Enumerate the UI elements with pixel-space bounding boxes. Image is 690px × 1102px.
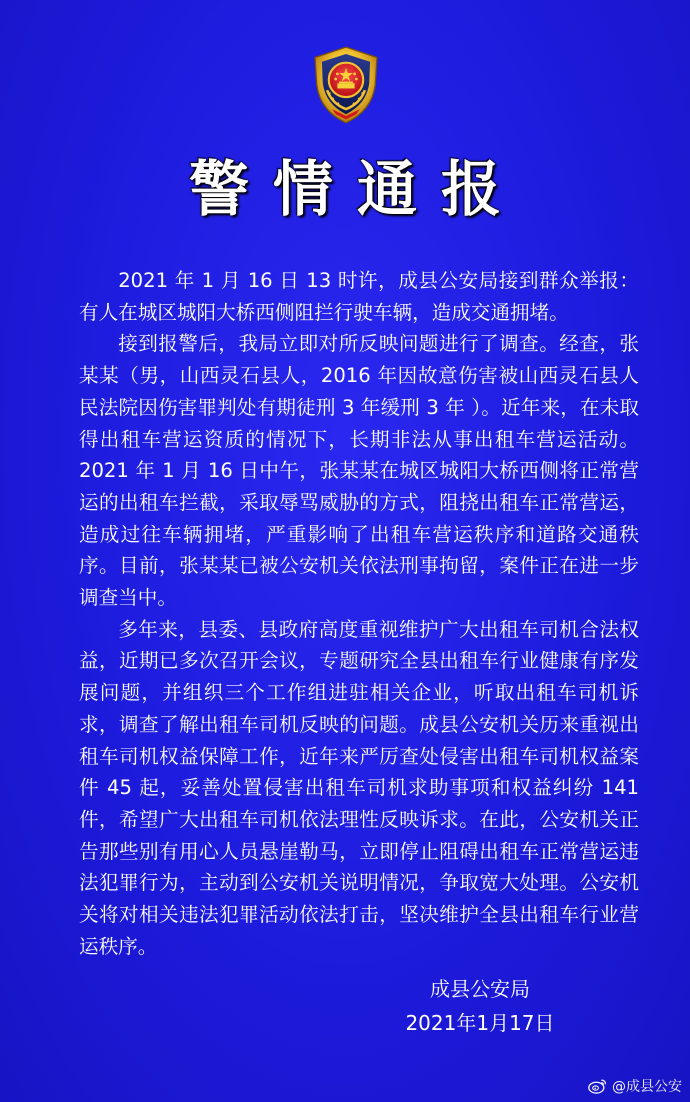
police-emblem (303, 42, 389, 128)
paragraph-report: 2021 年 1 月 16 日 13 时许，成县公安局接到群众举报：有人在城区城阳大桥西侧阻拦行驶车辆，造成交通拥堵。 (79, 269, 639, 324)
issue-date: 2021年1月17日 (405, 1011, 555, 1035)
watermark-handle: @成县公安 (612, 1079, 682, 1095)
weibo-watermark (588, 1076, 682, 1096)
page-title: 警情通报 (189, 155, 525, 225)
signature-block (380, 972, 580, 1040)
weibo-icon (588, 1077, 608, 1095)
notice-body (79, 265, 639, 962)
issuing-organization: 成县公安局 (430, 977, 530, 1001)
paragraph-investigation: 接到报警后，我局立即对所反映问题进行了调查。经查，张某某（男，山西灵石县人，2016 年因故意伤害被山西灵石县人民法院因伤害罪判处有期徒刑 3 年缓刑 3 年 ）。近年来，在未取得出租车营运资质的情况下，长期非法从事出租车营运活动。2021 年 1 月 16 日中午，张某某在城区城阳大桥西侧将正常营运的出租车拦截，采取辱骂威胁的方式，阻挠出租车正常营运，造成过往车辆拥堵，严重影响了出租车营运秩序和道路交通秩序。目前，张某某已被公安机关依法刑事拘留，案件正在进一步调查当中。 (79, 332, 639, 610)
paragraph-statement: 多年来，县委、县政府高度重视维护广大出租车司机合法权益，近期已多次召开会议，专题研究全县出租车行业健康有序发展问题，并组织三个工作组进驻相关企业，听取出租车司机诉求，调查了解出租车司机反映的问题。成县公安机关历来重视出租车司机权益保障工作，近年来严厉查处侵害出租车司机权益案件 45 起，妥善处置侵害出租车司机求助事项和权益纠纷 141 件，希望广大出租车司机依法理性反映诉求。在此，公安机关正告那些别有用心人员悬崖勒马，立即停止阻碍出租车正常营运违法犯罪行为，主动到公安机关说明情况，争取宽大处理。公安机关将对相关违法犯罪活动依法打击，坚决维护全县出租车行业营运秩序。 (79, 617, 639, 958)
police-emblem-icon (303, 42, 389, 128)
